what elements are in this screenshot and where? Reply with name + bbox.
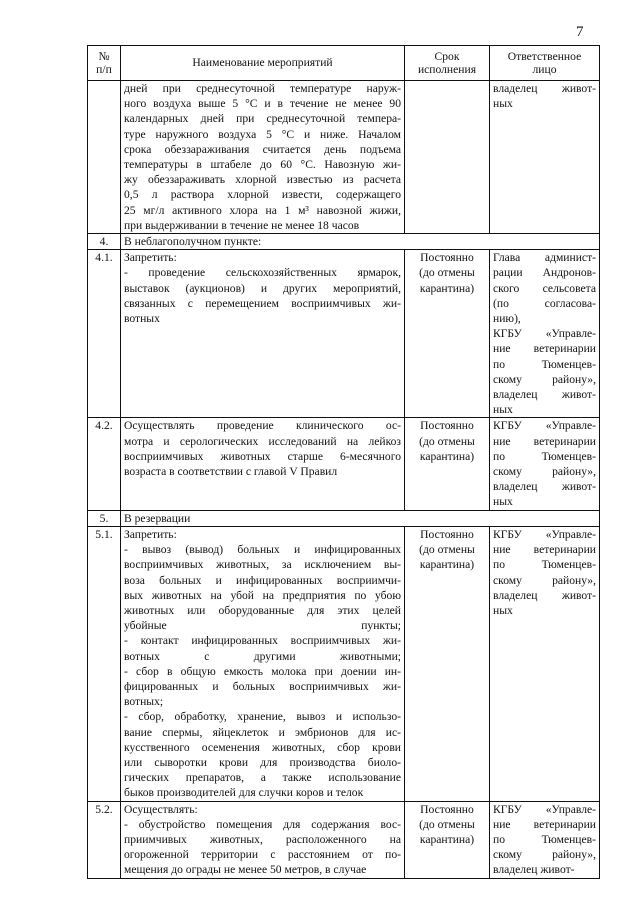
row-number: 5. <box>88 510 121 526</box>
section-title <box>121 510 600 526</box>
responsible-person-line: владелец живот- <box>493 480 596 494</box>
measure-description <box>121 526 405 801</box>
execution-term-line: карантина) <box>419 558 475 572</box>
table-row <box>88 81 600 234</box>
execution-term <box>405 801 490 878</box>
execution-term <box>405 81 490 234</box>
responsible-person-line: скому району», <box>493 372 596 386</box>
row-number: 4.1. <box>88 250 121 418</box>
responsible-person-line: ных <box>493 495 513 509</box>
responsible-person-line: по Тюменцев- <box>493 449 596 463</box>
measure-description-line: фицированных и больных восприимчивых жи- <box>124 679 401 693</box>
section-title-line: В резервации <box>124 511 191 525</box>
measure-description-line: восприимчивых животных старше 6-месячного <box>124 449 401 463</box>
responsible-person-line: КГБУ «Управле- <box>493 419 596 433</box>
row-number: 5.1. <box>88 526 121 801</box>
measure-description-line: вотных <box>124 312 160 326</box>
responsible-person-line: ского сельсовета <box>493 281 596 295</box>
measure-description-line: животных или оборудованные для этих целей <box>124 603 401 617</box>
measure-description-line: вотных с другими животными; <box>124 649 401 663</box>
responsible-person-line: ние ветеринарии <box>493 342 596 356</box>
row-number: 5.2. <box>88 801 121 878</box>
measure-description-line: дней при среднесуточной температуре наруж- <box>124 82 401 95</box>
header-num: № п/п <box>88 46 121 81</box>
execution-term-line: карантина) <box>419 832 475 846</box>
responsible-person-line: ных <box>493 603 513 617</box>
responsible-person-line: ных <box>493 97 513 111</box>
table-row <box>88 801 600 878</box>
execution-term-line: Постоянно <box>420 802 474 816</box>
responsible-person-line: КГБУ «Управле- <box>493 527 596 541</box>
measure-description-line: ного воздуха выше 5 °С и в течение не менее 90 <box>124 97 401 111</box>
responsible-person-line: нию), <box>493 312 521 326</box>
measures-table <box>87 45 600 879</box>
responsible-person-line: владелец живот- <box>493 863 575 877</box>
measure-description-line: вание спермы, яйцеклеток и эмбрионов для ис- <box>124 725 401 739</box>
measure-description-line: - сбор, обработку, хранение, вывоз и использо- <box>124 710 401 724</box>
section-row <box>88 510 600 526</box>
responsible-person-line: по Тюменцев- <box>493 357 596 371</box>
measure-description-line: быков производителей для случки коров и телок <box>124 786 364 800</box>
execution-term-line: Постоянно <box>420 251 474 265</box>
measure-description-line: возраста в соответствии с главой V Правил <box>124 465 338 479</box>
responsible-person <box>490 801 600 878</box>
measure-description-line: 0,5 л раствора хлорной извести, содержащего <box>124 188 401 202</box>
execution-term <box>405 250 490 418</box>
execution-term-line: Постоянно <box>420 419 474 433</box>
measure-description-line: гических препаратов, а также использование <box>124 771 401 785</box>
responsible-person-line: рации Андронов- <box>493 266 596 280</box>
execution-term-line: (до отмены <box>419 266 475 280</box>
measure-description-line: или сыворотки крови для производства биоло- <box>124 755 401 769</box>
responsible-person-line: КГБУ «Управле- <box>493 802 596 816</box>
responsible-person-line: владелец живот- <box>493 82 596 95</box>
header-term: Срок исполнения <box>405 46 490 81</box>
responsible-person-line: ние ветеринарии <box>493 817 596 831</box>
measure-description-line: восприимчивых животных, за исключением вы- <box>124 558 401 572</box>
row-number: 4. <box>88 234 121 250</box>
header-responsible: Ответственное лицо <box>490 46 600 81</box>
measure-description-line: воза больных и инфицированных восприимчи- <box>124 573 401 587</box>
measure-description-line: при выдерживании в течение не менее 18 часов <box>124 218 360 232</box>
responsible-person-line: скому району», <box>493 465 596 479</box>
execution-term-line: карантина) <box>419 281 475 295</box>
section-title <box>121 234 600 250</box>
responsible-person-line: (по согласова- <box>493 296 596 310</box>
section-row <box>88 234 600 250</box>
measure-description-line: вых животных на убой на предприятия по убою <box>124 588 401 602</box>
measure-description-line: Осуществлять: <box>124 802 198 816</box>
measure-description-line: выставок (аукционов) и других мероприятий, <box>124 281 401 295</box>
measure-description-line: кусственного осеменения животных, сбор крови <box>124 740 401 754</box>
measure-description-line: Запретить: <box>124 527 177 541</box>
measure-description-line: срока обеззараживания считается день подъема <box>124 142 401 156</box>
measure-description-line: - вывоз (вывод) больных и инфицированных <box>124 543 401 557</box>
responsible-person-line: ние ветеринарии <box>493 434 596 448</box>
responsible-person-line: ных <box>493 403 513 417</box>
responsible-person-line: по Тюменцев- <box>493 832 596 846</box>
measure-description-line: туре наружного воздуха 5 °С и ниже. Началом <box>124 127 401 141</box>
responsible-person-line: владелец живот- <box>493 588 596 602</box>
execution-term <box>405 418 490 510</box>
measure-description <box>121 81 405 234</box>
measure-description-line: - обустройство помещения для содержания вос- <box>124 817 401 831</box>
measure-description-line: Запретить: <box>124 251 177 265</box>
responsible-person-line: КГБУ «Управле- <box>493 327 596 341</box>
measure-description-line: - контакт инфицированных восприимчивых жи- <box>124 634 401 648</box>
responsible-person-line: скому району», <box>493 573 596 587</box>
responsible-person-line: владелец живот- <box>493 388 596 402</box>
measure-description-line: календарных дней при среднесуточной темпера- <box>124 112 401 126</box>
row-number <box>88 81 121 234</box>
table-row <box>88 250 600 418</box>
execution-term-line: (до отмены <box>419 434 475 448</box>
page-number: 7 <box>576 24 584 40</box>
responsible-person-line: ние ветеринарии <box>493 543 596 557</box>
responsible-person <box>490 250 600 418</box>
responsible-person <box>490 526 600 801</box>
responsible-person-line: Глава админист- <box>493 251 596 265</box>
measure-description-line: мещения до ограды не менее 50 метров, в случае <box>124 863 367 877</box>
table-row <box>88 526 600 801</box>
row-number: 4.2. <box>88 418 121 510</box>
measure-description <box>121 250 405 418</box>
section-title-line: В неблагополучном пункте: <box>124 235 262 249</box>
measure-description-line: убойные пункты; <box>124 619 401 633</box>
execution-term-line: (до отмены <box>419 817 475 831</box>
execution-term-line: (до отмены <box>419 543 475 557</box>
measure-description <box>121 418 405 510</box>
execution-term-line: карантина) <box>419 449 475 463</box>
measure-description-line: жу обеззараживать хлорной известью из расчета <box>124 173 401 187</box>
execution-term <box>405 526 490 801</box>
measure-description <box>121 801 405 878</box>
measure-description-line: связанных с перемещением восприимчивых жи- <box>124 296 401 310</box>
header-name: Наименование мероприятий <box>121 46 405 81</box>
measure-description-line: - сбор в общую емкость молока при доении ин- <box>124 664 401 678</box>
table-header-row <box>88 46 600 81</box>
measure-description-line: приимчивых животных, расположенного на <box>124 832 401 846</box>
responsible-person <box>490 81 600 234</box>
table-row <box>88 418 600 510</box>
measure-description-line: огороженной территории с расстоянием от по- <box>124 848 401 862</box>
measure-description-line: Осуществлять проведение клинического ос- <box>124 419 401 433</box>
measure-description-line: мотра и серологических исследований на лейкоз <box>124 434 401 448</box>
responsible-person-line: скому району», <box>493 848 596 862</box>
execution-term-line: Постоянно <box>420 527 474 541</box>
measure-description-line: температуры в штабеле до 60 °С. Навозную жи- <box>124 158 401 172</box>
measure-description-line: 25 мг/л активного хлора на 1 м³ навозной жижи, <box>124 203 401 217</box>
responsible-person-line: по Тюменцев- <box>493 558 596 572</box>
measure-description-line: вотных; <box>124 695 164 709</box>
measure-description-line: - проведение сельскохозяйственных ярмарок, <box>124 266 401 280</box>
responsible-person <box>490 418 600 510</box>
